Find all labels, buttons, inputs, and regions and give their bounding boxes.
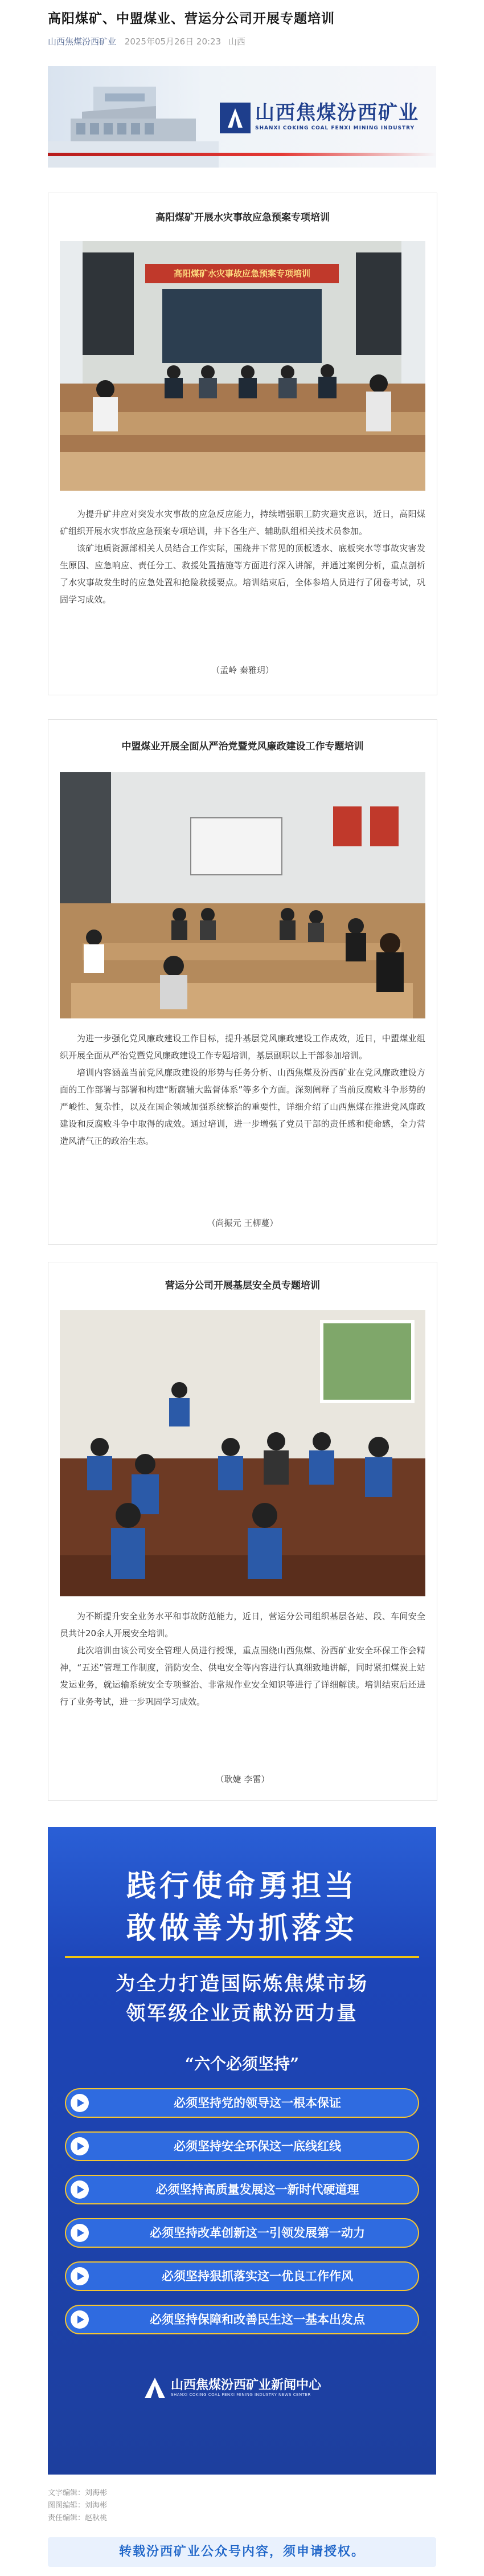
paragraph: 培训内容涵盖当前党风廉政建设的形势与任务分析、山西焦煤及汾西矿业在党风廉政建设方面的工作部署与部署和构建“断腐辅大监督体系”等多个方面。深刻阐释了当前反腐败斗争形势的严峻性、复杂性，以及在国企领域加强系统整治的重要性，详细介绍了山西焦煤在推进党风廉政建设和反腐败斗争中取得的成效。通过培训，进一步增强了党员干部的责任感和使命感，全力营造风清气正的政治生态。 [60, 1067, 425, 1146]
article-title: 高阳煤矿、中盟煤业、营运分公司开展专题培训 [48, 11, 335, 26]
principle-item-4: 必须坚持改革创新这一引领发展第一动力 [65, 2218, 419, 2248]
training-photo [60, 241, 425, 491]
paragraph: 该矿地质资源部相关人员结合工作实际，围绕井下常见的顶板透水、底板突水等事故灾害发生原因、应急响应、责任分工、救援处置措施等方面进行深入讲解，并通过案例分析，重点剖析了水灾事故发生时的应急处置和抢险救援要点。培训结束后，全体参培人员进行了闭卷考试，巩固学习成效。 [60, 543, 425, 605]
principle-item-1: 必须坚持党的领导这一根本保证 [65, 2088, 419, 2118]
section-body [60, 506, 425, 608]
poster-divider [65, 1956, 419, 1958]
training-photo [60, 772, 425, 1018]
play-icon [71, 2224, 89, 2242]
section-card-2 [48, 719, 437, 1245]
play-icon [71, 2310, 89, 2329]
play-icon [71, 2180, 89, 2199]
company-logo [220, 99, 428, 137]
reprint-notice: 转载汾西矿业公众号内容，须申请授权。 [48, 2537, 436, 2567]
photo-banner-text: 高阳煤矿水灾事故应急预案专项培训 [173, 268, 310, 279]
principle-item-2: 必须坚持安全环保这一底线红线 [65, 2131, 419, 2161]
chief-editor: 责任编辑：赵秋桃 [48, 2514, 108, 2522]
meeting-room-scene [60, 772, 425, 1018]
play-icon [71, 2137, 89, 2155]
account-name-link[interactable]: 山西焦煤汾西矿业 [48, 36, 117, 47]
slogan-poster [48, 1827, 436, 2475]
editor-credits [48, 2487, 107, 2525]
section-title: 营运分公司开展基层安全员专题培训 [165, 1280, 320, 1291]
poster-line-2: 敢做善为抓落实 [126, 1911, 358, 1946]
publish-date: 2025年05月26日 20:23 [124, 36, 222, 47]
poster-org-logo [145, 2374, 339, 2402]
play-icon [71, 2094, 89, 2112]
section-card-1 [48, 193, 437, 695]
article-meta [48, 35, 245, 47]
poster-heading: “六个必须坚持” [184, 2055, 300, 2073]
section-byline: （耿婕 李雷） [215, 1774, 270, 1784]
play-icon [71, 2267, 89, 2285]
principle-item-6: 必须坚持保障和改善民生这一基本出发点 [65, 2305, 419, 2334]
org-name-en: SHANXI COKING COAL FENXI MINING INDUSTRY NEWS CENTER [171, 2392, 311, 2397]
training-photo [60, 1310, 425, 1596]
paragraph: 为进一步强化党风廉政建设工作目标，提升基层党风廉政建设工作成效，近日，中盟煤业组织开展全面从严治党暨党风廉政建设工作专题培训，基层副职以上干部参加培训。 [60, 1033, 425, 1061]
section-body [60, 1030, 425, 1150]
banner-red-stripe [48, 153, 436, 156]
org-emblem-icon [145, 2378, 165, 2398]
company-emblem-icon [220, 103, 251, 133]
principle-item-5: 必须坚持狠抓落实这一优良工作作风 [65, 2261, 419, 2291]
logo-english-name: SHANXI COKING COAL FENXI MINING INDUSTRY [255, 125, 415, 131]
section-card-3 [48, 1262, 437, 1801]
section-title: 高阳煤矿开展水灾事故应急预案专项培训 [155, 212, 330, 223]
org-name: 山西焦煤汾西矿业新闻中心 [171, 2378, 322, 2392]
poster-line-1: 践行使命勇担当 [126, 1869, 358, 1904]
poster-line-4: 领军级企业贡献汾西力量 [126, 2002, 358, 2025]
safety-class-scene [60, 1310, 425, 1596]
poster-line-3: 为全力打造国际炼焦煤市场 [116, 1972, 368, 1995]
section-title: 中盟煤业开展全面从严治党暨党风廉政建设工作专题培训 [121, 741, 364, 752]
paragraph: 为提升矿井应对突发水灾事故的应急反应能力，持续增强职工防灾避灾意识，近日，高阳煤矿组织开展水灾事故应急预案专项培训，井下各生产、辅助队组相关技术员参加。 [60, 509, 425, 536]
paragraph: 此次培训由该公司安全管理人员进行授课，重点围绕山西焦煤、汾西矿业安全环保工作会精神，“五述”管理工作制度，消防安全、供电安全等内容进行认真细致地讲解，同时紧扣煤炭上站发运业务，就运输系统安全专项整治、非常规作业安全知识等进行了详细解读。培训结束后还进行了业务考试，进一步巩固学习成效。 [60, 1645, 425, 1707]
text-editor: 文字编辑：刘海彬 [48, 2489, 108, 2497]
section-byline: （尚振元 王柳蔓） [207, 1218, 278, 1228]
section-body [60, 1608, 425, 1710]
section-byline: （孟岭 秦雅玥） [211, 665, 274, 675]
logo-chinese-name: 山西焦煤汾西矿业 [255, 101, 419, 124]
header-banner [48, 66, 436, 168]
paragraph: 为不断提升安全业务水平和事故防范能力，近日，营运分公司组织基层各站、段、车间安全员共计20余人开展安全培训。 [60, 1611, 425, 1638]
image-editor: 图图编辑：刘海彬 [48, 2501, 108, 2510]
publish-location: 山西 [228, 36, 245, 47]
principle-item-3: 必须坚持高质量发展这一新时代硬道理 [65, 2175, 419, 2204]
